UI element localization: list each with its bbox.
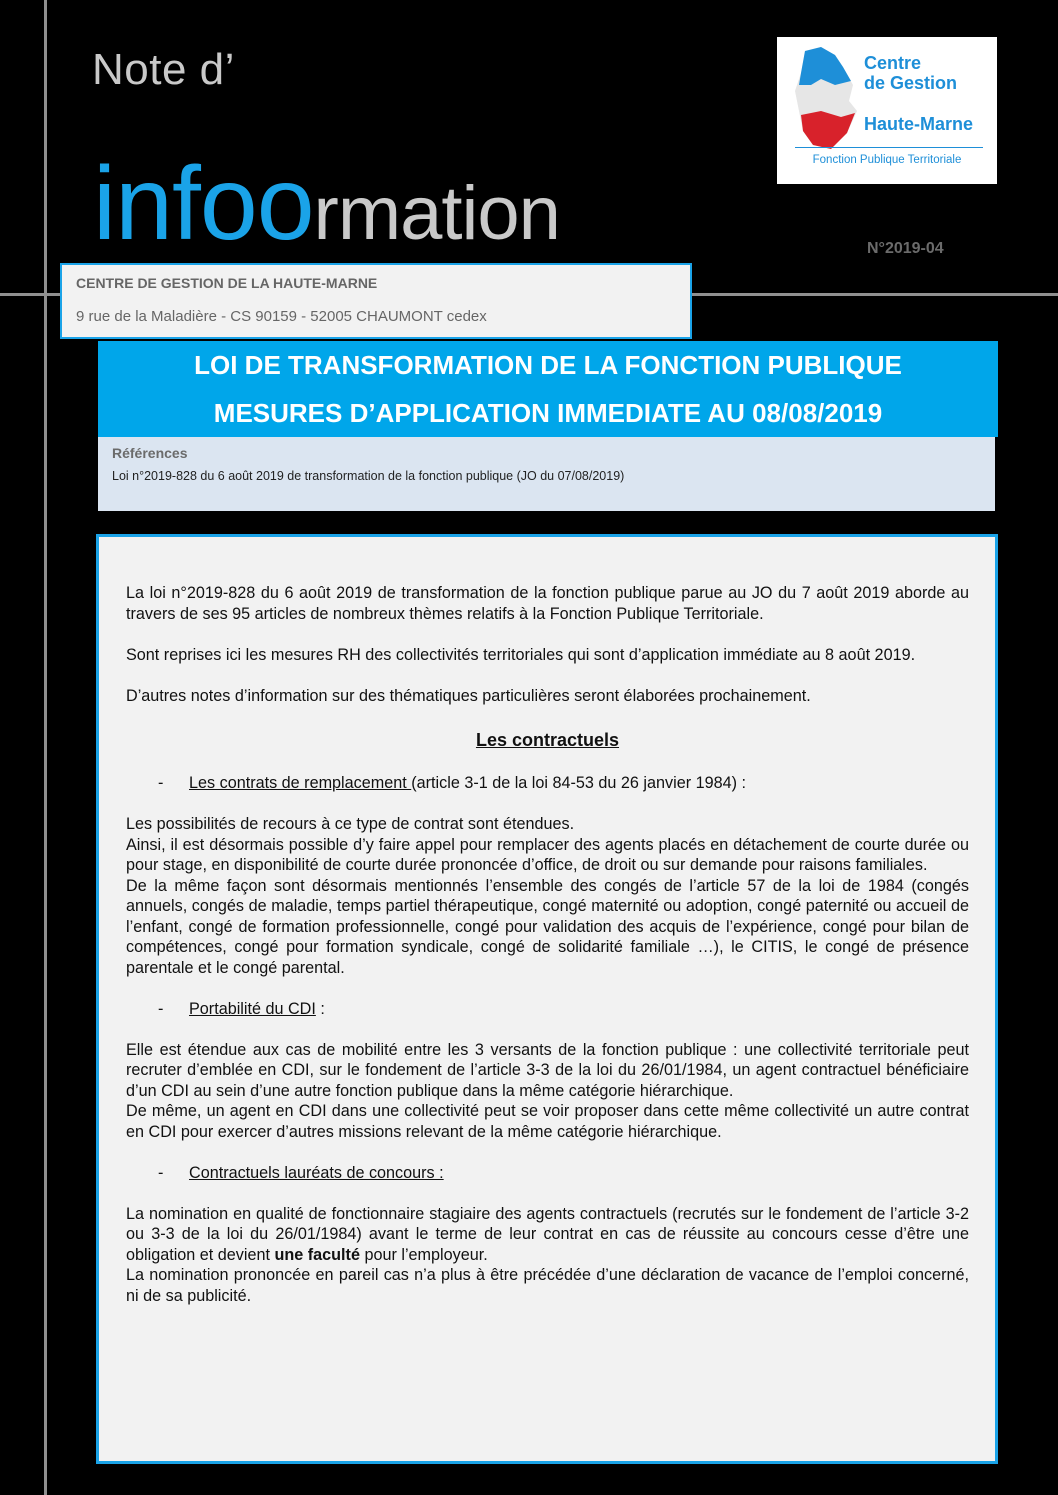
references-text: Loi n°2019-828 du 6 août 2019 de transformation de la fonction publique (JO du 07/08/2019) — [112, 469, 625, 483]
upcoming-notes-paragraph: D’autres notes d’information sur des thématiques particulières seront élaborées prochainement. — [126, 686, 811, 705]
item-ref-remplacement: (article 3-1 de la loi 84-53 du 26 janvier 1984) : — [411, 774, 746, 792]
horizontal-rule-right — [690, 293, 1058, 296]
paragraph — [126, 1204, 969, 1266]
list-item-portabilite — [126, 999, 969, 1020]
item-title-laureats: Contractuels lauréats de concours : — [189, 1163, 444, 1182]
logo-divider — [795, 147, 983, 148]
list-dash: - — [158, 999, 164, 1018]
list-dash: - — [158, 774, 164, 792]
emphasis-faculte: une faculté — [274, 1245, 360, 1264]
list-item-remplacement — [126, 773, 969, 794]
paragraph: Les possibilités de recours à ce type de contrat sont étendues. — [126, 815, 575, 833]
wordmark-rmation: rmation — [313, 171, 560, 256]
organization-name: CENTRE DE GESTION DE LA HAUTE-MARNE — [76, 275, 378, 291]
information-wordmark — [93, 146, 560, 262]
paragraph: De la même façon sont désormais mentionnés l’ensemble des congés de l’article 57 de la loi de 1984 (congés annuels, congés de maladie, temps partiel thérapeutique, congé maternité ou adoption, congé paternité ou accueil de l’enfant, congé de formation professionnelle, congé pour validation des acquis de l’expérience, congé pour bilan de compétences, congé pour formation syndicale, congé de solidarité familiale …), le CITIS, le congé de présence parentale et le congé parental. — [126, 876, 969, 977]
wordmark-info: info — [93, 146, 257, 262]
intro-paragraph: La loi n°2019-828 du 6 août 2019 de transformation de la fonction publique parue au JO du 7 août 2019 aborde au travers de ses 95 articles de nombreux thèmes relatifs à la Fonction Publique Territoriale. — [126, 584, 969, 623]
paragraph: De même, un agent en CDI dans une collectivité peut se voir proposer dans cette même collectivité un autre contrat en CDI pour exercer d’autres missions relevant de la même catégorie hiérarchique. — [126, 1102, 969, 1141]
text-span: pour l’employeur. — [359, 1245, 488, 1264]
scope-paragraph: Sont reprises ici les mesures RH des collectivités territoriales qui sont d’application immédiate au 8 août 2019. — [126, 645, 916, 664]
item-title-portabilite: Portabilité du CDI — [189, 999, 316, 1018]
horizontal-rule-left — [0, 293, 62, 296]
banner-title-line1: LOI DE TRANSFORMATION DE LA FONCTION PUBLIQUE — [194, 350, 902, 380]
content-body — [126, 583, 969, 1306]
text-span: La nomination en qualité de fonctionnaire stagiaire des agents contractuels (recrutés sur le fondement de l’article 3-2 ou 3-3 de la loi du 26/01/1984) avant le terme de leur contrat en cas de réussite au concours cesse d’être une obligation et devient — [126, 1204, 969, 1264]
list-dash: - — [158, 1163, 164, 1182]
item-colon: : — [315, 999, 325, 1018]
note-title: Note d’ — [92, 45, 235, 94]
list-item-laureats — [126, 1163, 969, 1184]
content-panel — [96, 534, 998, 1464]
wordmark-o: o — [256, 146, 314, 262]
item-title-remplacement: Les contrats de remplacement — [189, 774, 412, 792]
banner-title-line2: MESURES D’APPLICATION IMMEDIATE AU 08/08/2019 — [213, 398, 883, 428]
references-box — [98, 437, 995, 511]
left-vertical-rule — [44, 0, 47, 1495]
logo-line-centre: Centre — [864, 53, 922, 73]
logo-line-de-gestion: de Gestion — [864, 73, 958, 93]
organization-address: 9 rue de la Maladière - CS 90159 - 52005 CHAUMONT cedex — [76, 308, 487, 325]
references-label: Références — [112, 445, 188, 461]
note-number: N°2019-04 — [867, 240, 944, 257]
paragraph: Elle est étendue aux cas de mobilité entre les 3 versants de la fonction publique : une collectivité territoriale peut recruter d’emblée en CDI, sur le fondement de l’article 3-3 de la loi du 26/01/1984, un agent contractuel bénéficiaire d’un CDI au sein d’une autre fonction publique dans la même catégorie hiérarchique. — [126, 1040, 969, 1100]
haute-marne-map-icon — [791, 45, 861, 155]
logo-tagline: Fonction Publique Territoriale — [812, 154, 962, 166]
cdg-logo — [777, 37, 997, 184]
paragraph: Ainsi, il est désormais possible d’y faire appel pour remplacer des agents placés en détachement de courte durée ou pour stage, en disponibilité de courte durée prononcée d’office, de droit ou sur demande pour raisons familiales. — [126, 835, 969, 874]
title-banner — [98, 341, 998, 437]
paragraph: La nomination prononcée en pareil cas n’a plus à être précédée d’une déclaration de vacance de l’emploi concerné, ni de sa publicité. — [126, 1266, 969, 1305]
logo-line-haute-marne: Haute-Marne — [864, 114, 974, 134]
address-box — [60, 263, 692, 339]
section-title: Les contractuels — [475, 729, 620, 750]
